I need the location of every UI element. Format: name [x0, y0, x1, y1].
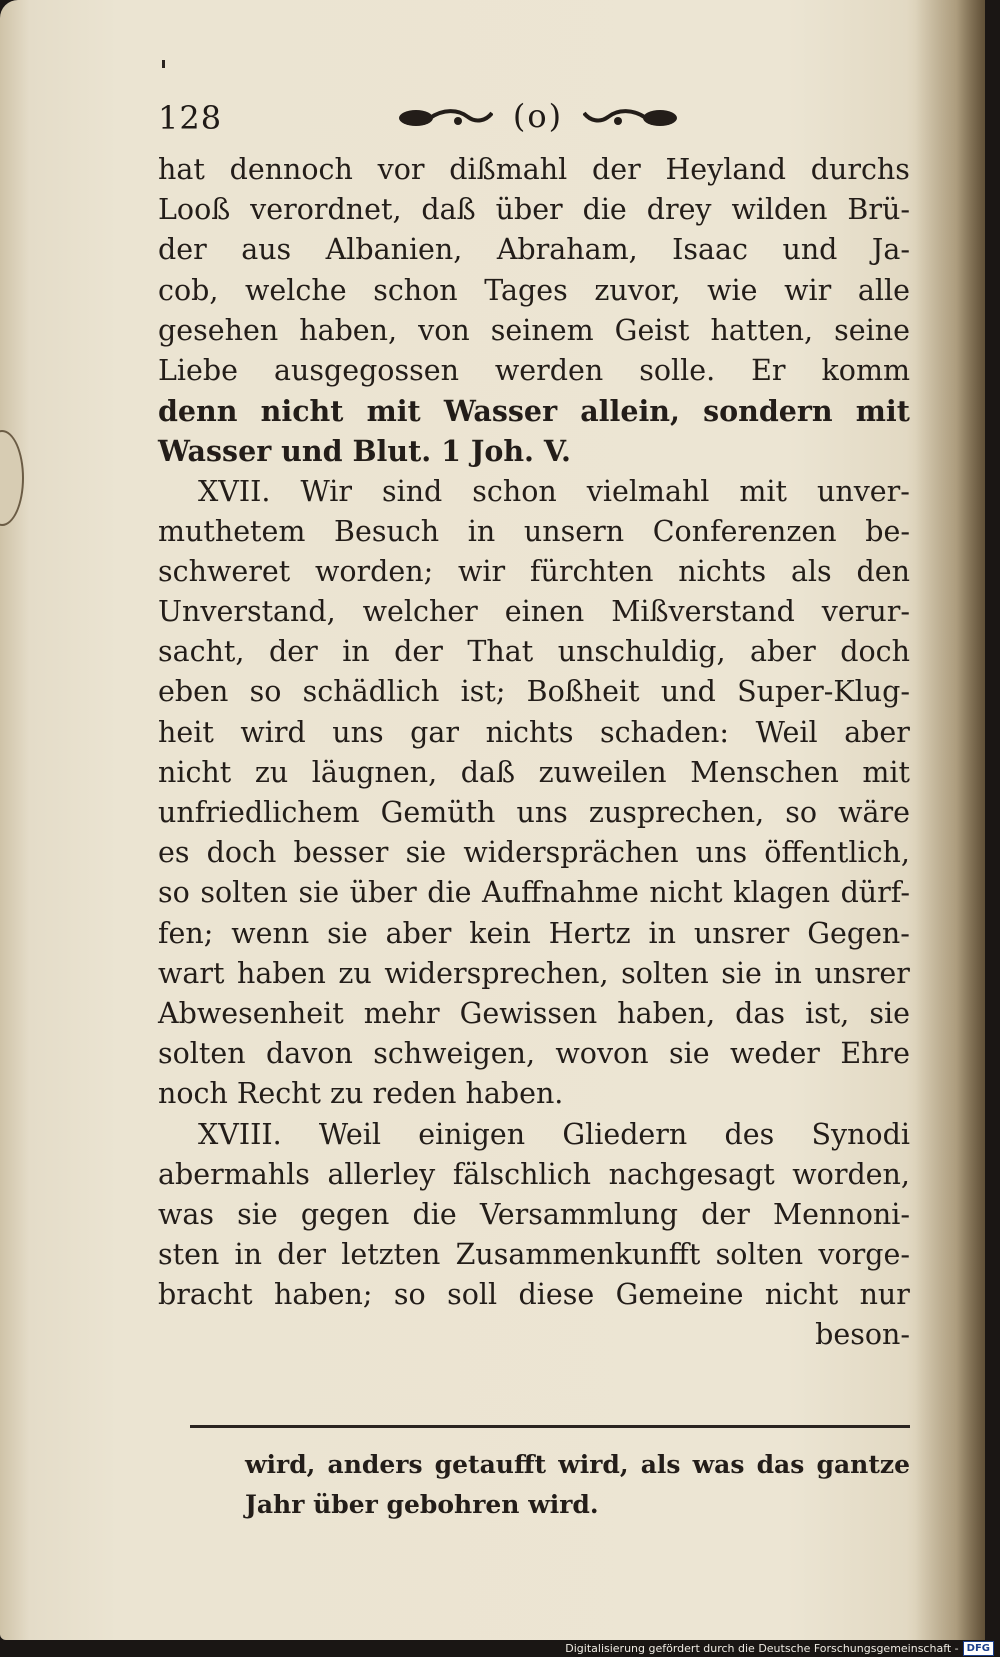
footnote-line: Jahr über gebohren wird.	[245, 1490, 599, 1519]
text-line: eben so schädlich ist; Boßheit und Super-Klug-	[158, 675, 910, 709]
text-line: nicht zu läugnen, daß zuweilen Menschen mit	[158, 755, 910, 789]
text-line: so solten sie über die Auffnahme nicht klagen dürf-	[158, 876, 910, 910]
page-header	[158, 95, 908, 143]
catchword: beson-	[815, 1318, 910, 1352]
credit-text: Digitalisierung gefördert durch die Deutsche Forschungsgemeinschaft -	[565, 1642, 959, 1655]
header-center-mark: (o)	[512, 97, 564, 135]
footnote-divider	[190, 1425, 910, 1428]
text-line-emphasis: denn nicht mit Wasser allein, sondern mit	[158, 394, 910, 429]
text-line: solten davon schweigen, wovon sie weder Ehre	[158, 1037, 910, 1071]
text-line: heit wird uns gar nichts schaden: Weil aber	[158, 715, 910, 749]
section-heading-xviii: XVIII. Weil einigen Gliedern des Synodi	[198, 1117, 910, 1151]
page-clasp-mark	[0, 430, 24, 526]
page-fore-edge	[915, 0, 985, 1640]
text-line: schweret worden; wir fürchten nichts als den	[158, 554, 910, 588]
section-heading-xvii: XVII. Wir sind schon vielmahl mit unver-	[198, 474, 910, 508]
text-line: abermahls allerley fälschlich nachgesagt worden,	[158, 1157, 910, 1191]
text-line: der aus Albanien, Abraham, Isaac und Ja-	[158, 233, 910, 267]
text-line: Abwesenheit mehr Gewissen haben, das ist, sie	[158, 996, 910, 1030]
text-line: muthetem Besuch in unsern Conferenzen be-	[158, 514, 910, 548]
text-line: bracht haben; so soll diese Gemeine nicht nur	[158, 1278, 910, 1312]
text-line: Looß verordnet, daß über die drey wilden Brü-	[158, 193, 910, 227]
text-line: noch Recht zu reden haben.	[158, 1077, 564, 1111]
page-number: 128	[158, 99, 223, 137]
text-line: Liebe ausgegossen werden solle. Er komm	[158, 353, 910, 387]
text-line: wart haben zu widersprechen, solten sie in unsrer	[158, 956, 910, 990]
dfg-logo: DFG	[963, 1641, 994, 1656]
text-line: es doch besser sie widersprächen uns öffentlich,	[158, 836, 910, 870]
text-line: hat dennoch vor dißmahl der Heyland durchs	[158, 153, 910, 186]
text-line: sten in der letzten Zusammenkunfft solten vorge-	[158, 1238, 910, 1272]
text-line: fen; wenn sie aber kein Hertz in unsrer Gegen-	[158, 916, 910, 950]
text-line: gesehen haben, von seinem Geist hatten, seine	[158, 313, 910, 347]
main-text	[158, 150, 910, 1356]
text-line: cob, welche schon Tages zuvor, wie wir alle	[158, 273, 910, 307]
digitization-credit	[565, 1640, 994, 1657]
text-line: was sie gegen die Versammlung der Mennoni-	[158, 1197, 910, 1231]
text-line-emphasis: Wasser und Blut. 1 Joh. V.	[158, 434, 571, 469]
text-line: sacht, der in der That unschuldig, aber doch	[158, 635, 910, 669]
ornament-left-icon	[398, 107, 493, 129]
ornament-right-icon	[583, 107, 678, 129]
ink-mark	[162, 60, 165, 68]
text-line: unfriedlichem Gemüth uns zusprechen, so wäre	[158, 796, 910, 829]
header-ornament	[398, 97, 688, 137]
text-line: Unverstand, welcher einen Mißverstand verur-	[158, 595, 910, 629]
footnote	[245, 1445, 910, 1525]
footnote-line: wird, anders getaufft wird, als was das gantze	[245, 1450, 910, 1479]
